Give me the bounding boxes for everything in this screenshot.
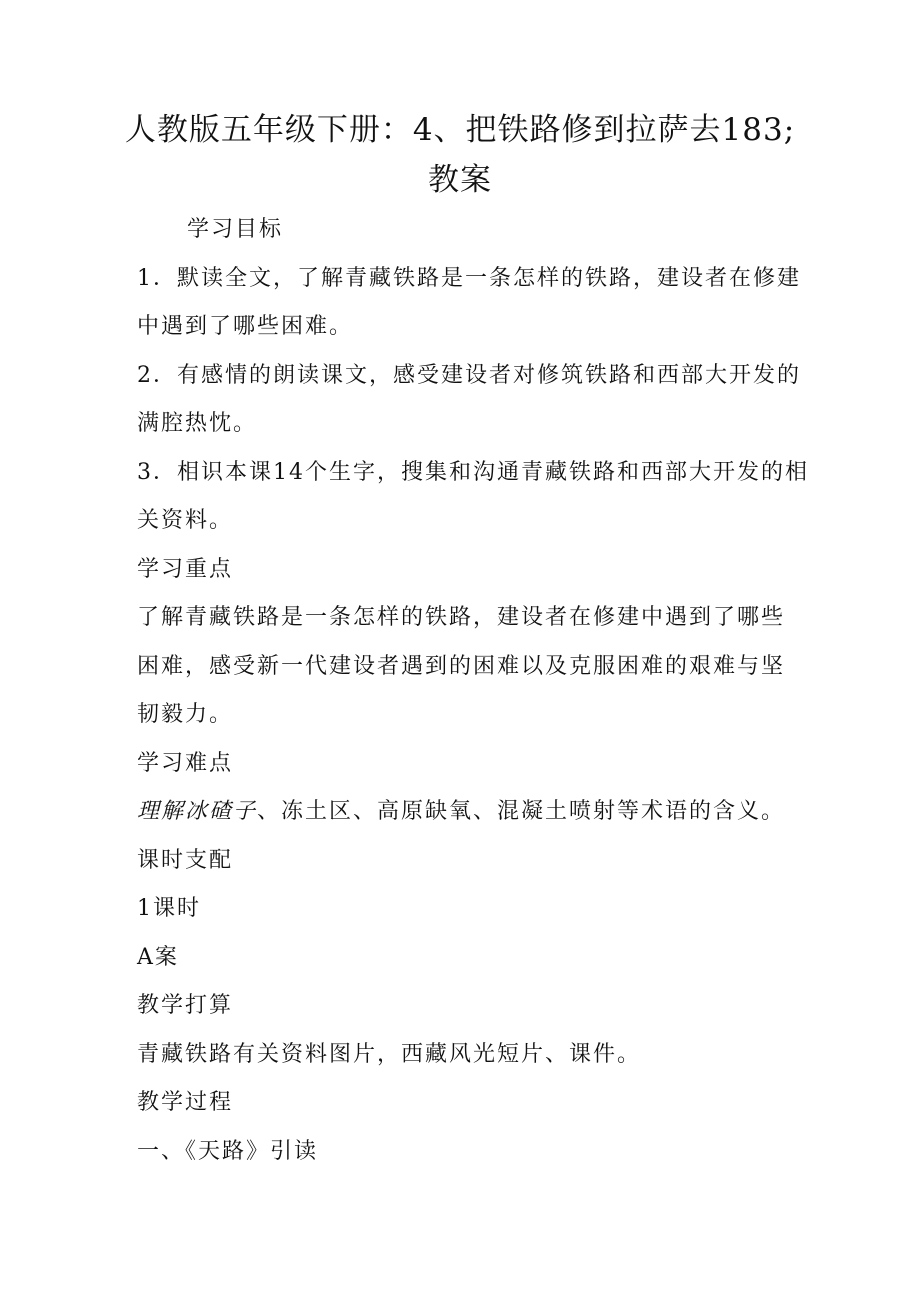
section-heading-process: 教学过程	[137, 1090, 234, 1115]
objective-2-line-2: 满腔热忱。	[137, 411, 258, 436]
preparation-text: 青藏铁路有关资料图片，西藏风光短片、课件。	[137, 1042, 642, 1067]
section-heading-key-points: 学习重点	[137, 557, 234, 582]
section-heading-schedule: 课时支配	[137, 848, 234, 873]
document-title-line-1: 人教版五年级下册：4、把铁路修到拉萨去183;	[124, 112, 796, 148]
process-step-1: 一、《天路》引读	[137, 1139, 319, 1164]
objective-1-line-2: 中遇到了哪些困难。	[137, 314, 354, 339]
plan-label: A案	[137, 945, 179, 970]
section-heading-preparation: 教学打算	[137, 993, 234, 1018]
key-points-line-3: 韧毅力。	[137, 702, 234, 727]
section-heading-difficulties: 学习难点	[137, 751, 234, 776]
key-points-line-2: 困难，感受新一代建设者遇到的困难以及克服困难的艰难与坚	[137, 654, 786, 679]
difficulties-rest: 、冻土区、高原缺氧、混凝土喷射等术语的含义。	[257, 799, 786, 824]
schedule-value: 1课时	[137, 896, 201, 921]
section-heading-objectives: 学习目标	[187, 217, 284, 242]
objective-3-line-1: 3．相识本课14个生字，搜集和沟通青藏铁路和西部大开发的相	[137, 460, 809, 485]
difficulties-text	[137, 797, 785, 827]
difficulties-italic-term: 理解冰碴子	[137, 799, 258, 824]
document-title-line-2: 教案	[428, 162, 492, 198]
objective-1-line-1: 1．默读全文，了解青藏铁路是一条怎样的铁路，建设者在修建	[137, 266, 801, 291]
objective-2-line-1: 2．有感情的朗读课文，感受建设者对修筑铁路和西部大开发的	[137, 363, 801, 388]
key-points-line-1: 了解青藏铁路是一条怎样的铁路，建设者在修建中遇到了哪些	[137, 605, 786, 630]
objective-3-line-2: 关资料。	[137, 508, 234, 533]
